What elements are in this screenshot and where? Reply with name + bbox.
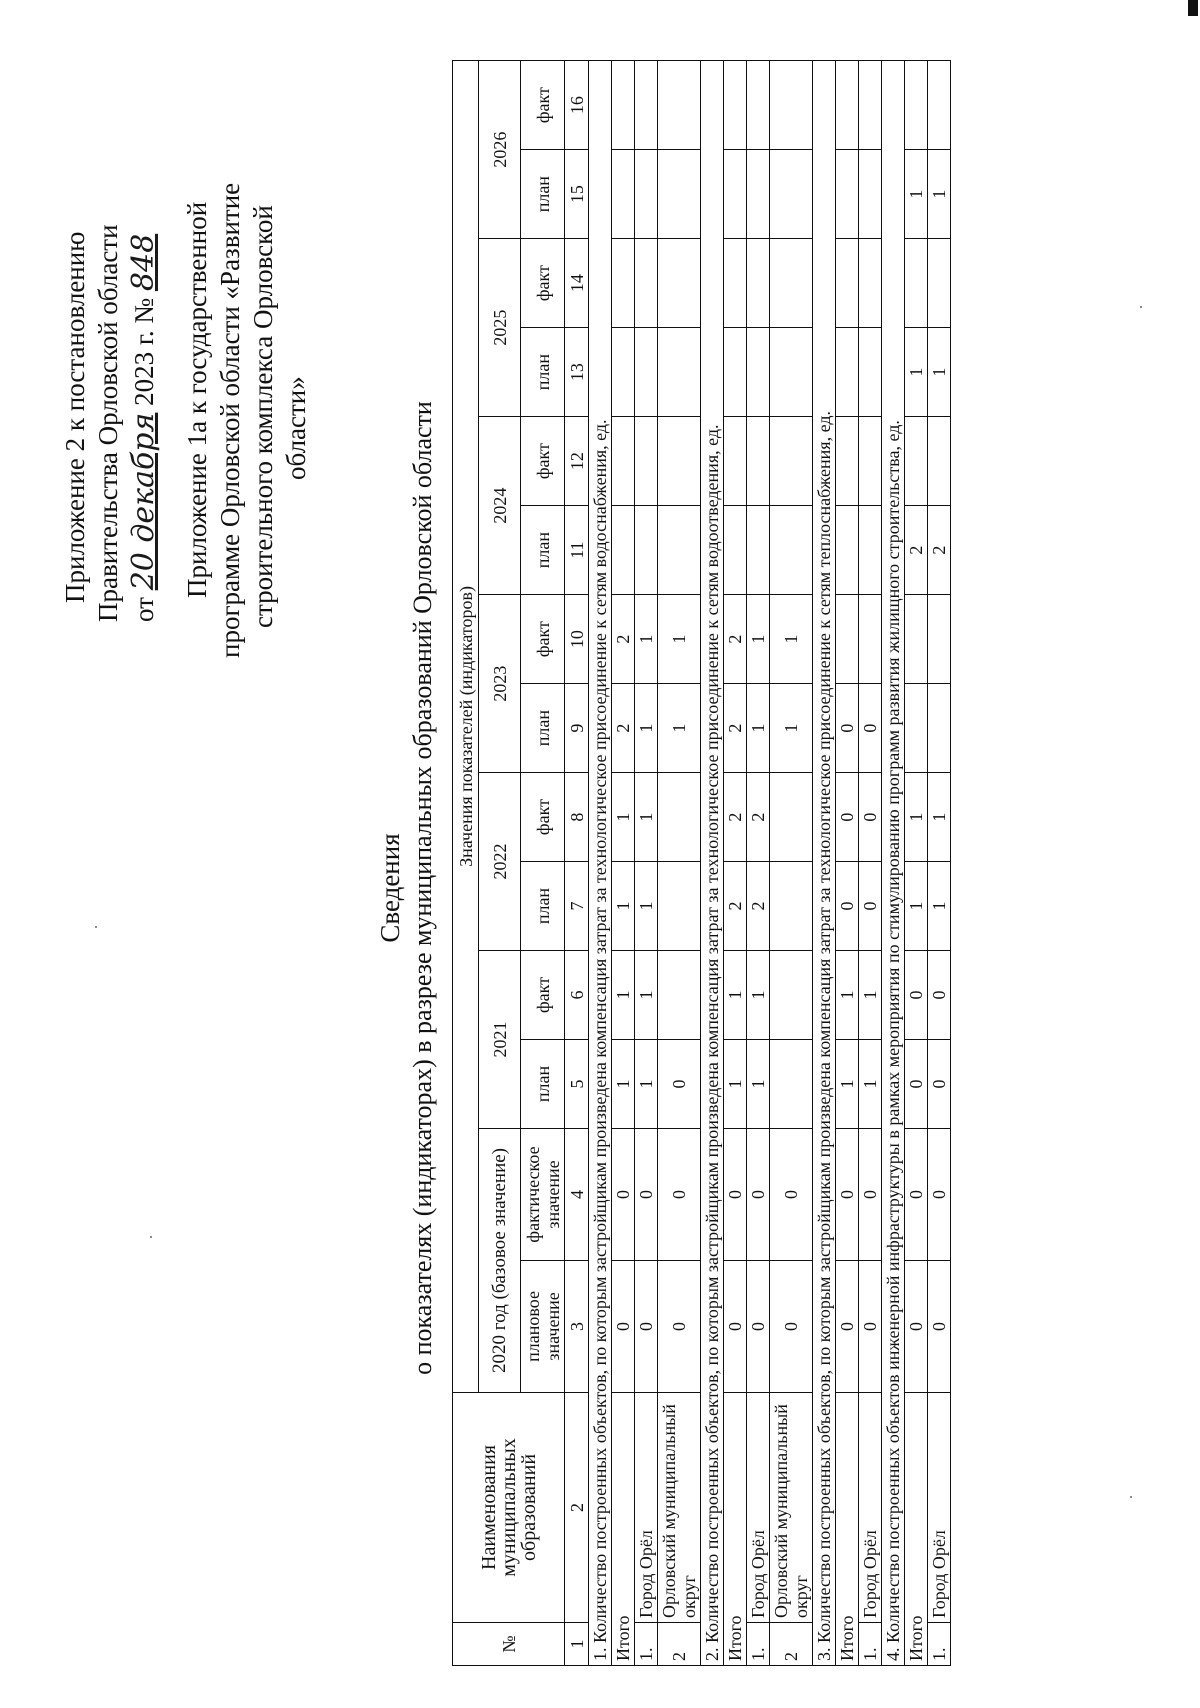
row-total-label: Итого bbox=[612, 1392, 635, 1665]
value-cell: 1 bbox=[928, 328, 951, 417]
value-cell bbox=[612, 61, 635, 150]
value-cell: 1 bbox=[747, 951, 770, 1040]
municipality-name: Орловский муниципальный округ bbox=[770, 1392, 813, 1622]
column-number-cell: 8 bbox=[565, 773, 589, 862]
value-cell bbox=[658, 773, 701, 862]
value-cell: 0 bbox=[658, 1260, 701, 1392]
document-title: Сведения bbox=[375, 833, 405, 943]
value-cell: 2 bbox=[724, 862, 747, 951]
col-year-header: 2023 bbox=[479, 595, 521, 773]
scan-speck bbox=[1140, 306, 1142, 308]
value-cell: 1 bbox=[836, 951, 859, 1040]
value-cell bbox=[836, 417, 859, 506]
row-number: 1. bbox=[635, 1623, 658, 1666]
row-number: 2 bbox=[770, 1623, 813, 1666]
header-line-3 bbox=[126, 234, 161, 622]
col-2020-fact-header: фактическое значение bbox=[521, 1129, 565, 1261]
value-cell: 1 bbox=[859, 951, 882, 1040]
column-number-cell: 16 bbox=[565, 61, 589, 150]
table-row bbox=[836, 61, 859, 1666]
value-cell: 2 bbox=[612, 595, 635, 684]
col-year-header: 2026 bbox=[479, 61, 521, 239]
row-number: 1. bbox=[859, 1623, 882, 1666]
value-cell bbox=[658, 150, 701, 239]
col-plan-header: план bbox=[521, 328, 565, 417]
value-cell: 0 bbox=[905, 1040, 928, 1129]
section-title: 4. Количество построенных объектов инженерной инфраструктуры в рамках мероприятия по стимулированию программ развития жилищного строительства, ед. bbox=[882, 61, 905, 1666]
value-cell: 0 bbox=[905, 1129, 928, 1261]
value-cell bbox=[724, 61, 747, 150]
value-cell bbox=[928, 684, 951, 773]
value-cell bbox=[658, 328, 701, 417]
value-cell: 0 bbox=[724, 1129, 747, 1261]
value-cell bbox=[836, 239, 859, 328]
value-cell bbox=[928, 595, 951, 684]
value-cell bbox=[905, 684, 928, 773]
value-cell bbox=[770, 862, 813, 951]
value-cell bbox=[612, 506, 635, 595]
value-cell: 1 bbox=[635, 951, 658, 1040]
value-cell: 0 bbox=[658, 1129, 701, 1261]
row-total-label: Итого bbox=[724, 1392, 747, 1665]
scan-speck bbox=[150, 1236, 152, 1238]
value-cell bbox=[635, 328, 658, 417]
value-cell: 1 bbox=[612, 1040, 635, 1129]
col-year-header: 2022 bbox=[479, 773, 521, 951]
row-total-label: Итого bbox=[905, 1392, 928, 1665]
value-cell: 0 bbox=[770, 1129, 813, 1261]
table-row bbox=[658, 61, 701, 1666]
value-cell: 1 bbox=[635, 1040, 658, 1129]
value-cell: 1 bbox=[724, 1040, 747, 1129]
value-cell bbox=[859, 61, 882, 150]
handwritten-date: 20 декабря bbox=[126, 412, 161, 591]
value-cell: 1 bbox=[612, 773, 635, 862]
value-cell: 0 bbox=[747, 1260, 770, 1392]
value-cell bbox=[770, 506, 813, 595]
scan-speck bbox=[1130, 1496, 1132, 1498]
value-cell bbox=[770, 773, 813, 862]
value-cell: 0 bbox=[836, 862, 859, 951]
value-cell bbox=[747, 506, 770, 595]
column-number-cell: 2 bbox=[565, 1392, 589, 1622]
col-name-header: Наименования муниципальных образований bbox=[453, 1392, 565, 1622]
value-cell bbox=[770, 951, 813, 1040]
row-number: 1. bbox=[747, 1623, 770, 1666]
handwritten-number: 848 bbox=[126, 233, 161, 292]
value-cell bbox=[836, 328, 859, 417]
section-title-row bbox=[882, 61, 905, 1666]
col-fact-header: факт bbox=[521, 417, 565, 506]
table-row bbox=[724, 61, 747, 1666]
column-number-cell: 12 bbox=[565, 417, 589, 506]
document-subtitle: о показателях (индикаторах) в разрезе муниципальных образований Орловской области bbox=[408, 401, 437, 1375]
value-cell bbox=[770, 328, 813, 417]
value-cell: 0 bbox=[635, 1129, 658, 1261]
value-cell bbox=[859, 417, 882, 506]
col-year-header: 2025 bbox=[479, 239, 521, 417]
value-cell bbox=[928, 239, 951, 328]
value-cell: 1 bbox=[612, 951, 635, 1040]
municipality-name: Город Орёл bbox=[859, 1392, 882, 1622]
value-cell: 1 bbox=[658, 684, 701, 773]
value-cell: 0 bbox=[859, 773, 882, 862]
value-cell: 0 bbox=[836, 1260, 859, 1392]
value-cell: 1 bbox=[905, 328, 928, 417]
value-cell: 0 bbox=[836, 1129, 859, 1261]
value-cell: 0 bbox=[836, 773, 859, 862]
value-cell: 0 bbox=[928, 951, 951, 1040]
table-row bbox=[905, 61, 928, 1666]
value-cell bbox=[747, 150, 770, 239]
col-fact-header: факт bbox=[521, 951, 565, 1040]
col-fact-header: факт bbox=[521, 239, 565, 328]
header-line-6: строительного комплекса Орловской bbox=[248, 205, 278, 628]
col-number-header: № bbox=[453, 1623, 565, 1666]
value-cell bbox=[928, 61, 951, 150]
col-year-header: 2024 bbox=[479, 417, 521, 595]
value-cell bbox=[770, 150, 813, 239]
value-cell: 0 bbox=[928, 1129, 951, 1261]
section-title: 1. Количество построенных объектов, по которым застройщикам произведена компенсация затрат за технологическое присоединение к сетям водоснабжения, ед. bbox=[589, 61, 612, 1666]
value-cell: 1 bbox=[905, 773, 928, 862]
col-fact-header: факт bbox=[521, 773, 565, 862]
col-fact-header: факт bbox=[521, 61, 565, 150]
table-row bbox=[770, 61, 813, 1666]
table-row bbox=[747, 61, 770, 1666]
section-title-row bbox=[813, 61, 836, 1666]
table-row bbox=[635, 61, 658, 1666]
value-cell bbox=[658, 506, 701, 595]
value-cell: 1 bbox=[747, 1040, 770, 1129]
value-cell: 1 bbox=[836, 1040, 859, 1129]
header-line-1: Приложение 2 к постановлению bbox=[60, 231, 90, 603]
value-cell bbox=[612, 239, 635, 328]
scan-speck bbox=[95, 926, 97, 928]
value-cell: 1 bbox=[928, 773, 951, 862]
table-row bbox=[612, 61, 635, 1666]
value-cell: 1 bbox=[859, 1040, 882, 1129]
value-cell: 1 bbox=[635, 862, 658, 951]
value-cell bbox=[635, 61, 658, 150]
col-plan-header: план bbox=[521, 862, 565, 951]
value-cell bbox=[836, 150, 859, 239]
value-cell bbox=[724, 506, 747, 595]
column-number-cell: 4 bbox=[565, 1129, 589, 1261]
value-cell: 0 bbox=[836, 684, 859, 773]
value-cell bbox=[635, 239, 658, 328]
row-number: 2 bbox=[658, 1623, 701, 1666]
value-cell: 2 bbox=[724, 595, 747, 684]
value-cell bbox=[635, 150, 658, 239]
value-cell: 2 bbox=[905, 506, 928, 595]
value-cell bbox=[635, 417, 658, 506]
value-cell: 0 bbox=[859, 1260, 882, 1392]
col-plan-header: план bbox=[521, 684, 565, 773]
value-cell bbox=[747, 61, 770, 150]
value-cell bbox=[612, 417, 635, 506]
header-line-5: программе Орловской области «Развитие bbox=[215, 182, 245, 658]
value-cell bbox=[770, 1040, 813, 1129]
value-cell: 1 bbox=[724, 951, 747, 1040]
value-cell: 0 bbox=[905, 1260, 928, 1392]
value-cell: 0 bbox=[612, 1129, 635, 1261]
column-number-cell: 1 bbox=[565, 1623, 589, 1666]
value-cell bbox=[747, 239, 770, 328]
col-fact-header: факт bbox=[521, 595, 565, 684]
value-cell bbox=[905, 239, 928, 328]
table-row bbox=[859, 61, 882, 1666]
municipality-name: Город Орёл bbox=[747, 1392, 770, 1622]
table-row bbox=[928, 61, 951, 1666]
section-title-row bbox=[701, 61, 724, 1666]
value-cell: 0 bbox=[928, 1040, 951, 1129]
value-cell bbox=[859, 150, 882, 239]
value-cell: 0 bbox=[905, 951, 928, 1040]
column-number-cell: 3 bbox=[565, 1260, 589, 1392]
value-cell bbox=[905, 61, 928, 150]
value-cell bbox=[658, 61, 701, 150]
value-cell: 1 bbox=[770, 684, 813, 773]
col-2020-plan-header: плановое значение bbox=[521, 1260, 565, 1392]
value-cell: 0 bbox=[928, 1260, 951, 1392]
row-total-label: Итого bbox=[836, 1392, 859, 1665]
value-cell: 1 bbox=[635, 773, 658, 862]
value-cell: 1 bbox=[612, 862, 635, 951]
municipality-name: Город Орёл bbox=[928, 1392, 951, 1622]
col-values-group-header: Значения показателей (индикаторов) bbox=[453, 61, 479, 1393]
value-cell: 0 bbox=[724, 1260, 747, 1392]
value-cell bbox=[747, 417, 770, 506]
value-cell: 0 bbox=[612, 1260, 635, 1392]
header-line-2: Правительства Орловской области bbox=[93, 224, 123, 622]
header-line-7: области» bbox=[281, 376, 311, 480]
header-year-number: 2023 г. № bbox=[129, 297, 159, 406]
value-cell bbox=[836, 595, 859, 684]
row-number: 1. bbox=[928, 1623, 951, 1666]
value-cell: 1 bbox=[928, 862, 951, 951]
municipality-name: Город Орёл bbox=[635, 1392, 658, 1622]
header-date-prefix: от bbox=[129, 597, 159, 622]
value-cell bbox=[859, 506, 882, 595]
column-number-cell: 5 bbox=[565, 1040, 589, 1129]
value-cell bbox=[724, 417, 747, 506]
value-cell: 0 bbox=[770, 1260, 813, 1392]
value-cell: 2 bbox=[747, 862, 770, 951]
value-cell bbox=[928, 417, 951, 506]
value-cell bbox=[905, 595, 928, 684]
value-cell bbox=[905, 417, 928, 506]
value-cell bbox=[658, 862, 701, 951]
value-cell: 0 bbox=[635, 1260, 658, 1392]
value-cell bbox=[770, 61, 813, 150]
value-cell bbox=[658, 951, 701, 1040]
value-cell bbox=[770, 417, 813, 506]
value-cell bbox=[747, 328, 770, 417]
value-cell bbox=[658, 239, 701, 328]
value-cell: 1 bbox=[928, 150, 951, 239]
value-cell bbox=[724, 239, 747, 328]
section-title: 3. Количество построенных объектов, по которым застройщикам произведена компенсация затрат за технологическое присоединение к сетям теплоснабжения, ед. bbox=[813, 61, 836, 1666]
value-cell: 2 bbox=[612, 684, 635, 773]
municipality-name: Орловский муниципальный округ bbox=[658, 1392, 701, 1622]
column-number-cell: 15 bbox=[565, 150, 589, 239]
col-plan-header: план bbox=[521, 506, 565, 595]
value-cell bbox=[612, 328, 635, 417]
col-2020-header: 2020 год (базовое значение) bbox=[479, 1129, 521, 1393]
value-cell bbox=[859, 595, 882, 684]
value-cell bbox=[635, 506, 658, 595]
value-cell: 0 bbox=[859, 862, 882, 951]
value-cell: 1 bbox=[658, 595, 701, 684]
value-cell bbox=[724, 150, 747, 239]
value-cell: 2 bbox=[747, 773, 770, 862]
value-cell bbox=[859, 239, 882, 328]
value-cell bbox=[724, 328, 747, 417]
column-number-cell: 6 bbox=[565, 951, 589, 1040]
column-number-cell: 14 bbox=[565, 239, 589, 328]
value-cell: 1 bbox=[747, 595, 770, 684]
column-number-cell: 7 bbox=[565, 862, 589, 951]
value-cell: 0 bbox=[747, 1129, 770, 1261]
value-cell: 0 bbox=[658, 1040, 701, 1129]
value-cell bbox=[770, 239, 813, 328]
column-number-cell: 9 bbox=[565, 684, 589, 773]
value-cell: 2 bbox=[724, 773, 747, 862]
value-cell: 1 bbox=[635, 595, 658, 684]
value-cell bbox=[859, 328, 882, 417]
section-title-row bbox=[589, 61, 612, 1666]
col-plan-header: план bbox=[521, 150, 565, 239]
column-number-cell: 11 bbox=[565, 506, 589, 595]
value-cell: 1 bbox=[905, 150, 928, 239]
value-cell: 0 bbox=[859, 1129, 882, 1261]
value-cell: 1 bbox=[905, 862, 928, 951]
value-cell bbox=[612, 150, 635, 239]
value-cell bbox=[658, 417, 701, 506]
col-year-header: 2021 bbox=[479, 951, 521, 1129]
col-plan-header: план bbox=[521, 1040, 565, 1129]
value-cell: 2 bbox=[928, 506, 951, 595]
header-line-4: Приложение 1а к государственной bbox=[182, 201, 212, 598]
column-number-cell: 13 bbox=[565, 328, 589, 417]
section-title: 2. Количество построенных объектов, по которым застройщикам произведена компенсация затрат за технологическое присоединение к сетям водоотведения, ед. bbox=[701, 61, 724, 1666]
column-number-cell: 10 bbox=[565, 595, 589, 684]
value-cell: 0 bbox=[859, 684, 882, 773]
value-cell bbox=[836, 61, 859, 150]
value-cell: 1 bbox=[747, 684, 770, 773]
indicators-table bbox=[452, 60, 951, 1666]
value-cell: 2 bbox=[724, 684, 747, 773]
value-cell bbox=[836, 506, 859, 595]
value-cell: 1 bbox=[770, 595, 813, 684]
value-cell: 1 bbox=[635, 684, 658, 773]
